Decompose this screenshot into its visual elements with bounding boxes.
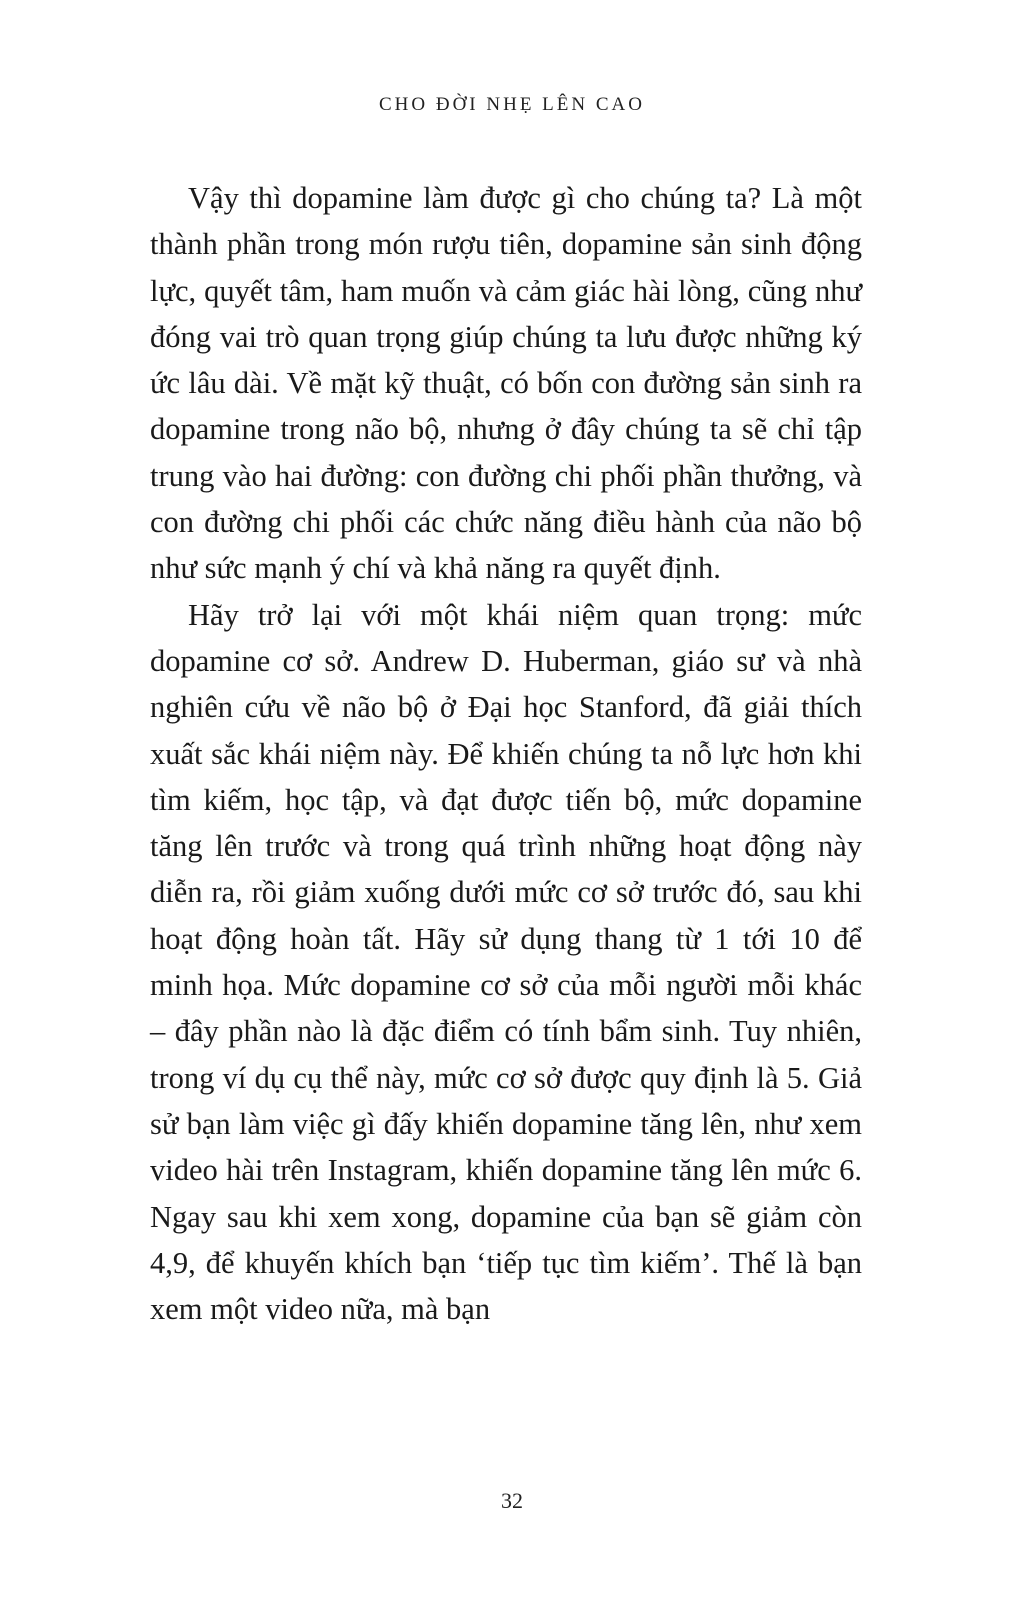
body-text bbox=[150, 175, 862, 1332]
running-header: CHO ĐỜI NHẸ LÊN CAO bbox=[379, 94, 645, 115]
paragraph-2: Hãy trở lại với một khái niệm quan trọng: mức dopamine cơ sở. Andrew D. Huberman, giáo sư và nhà nghiên cứu về não bộ ở Đại học Stanford, đã giải thích xuất sắc khái niệm này. Để khiến chúng ta nỗ lực hơn khi tìm kiếm, học tập, và đạt được tiến bộ, mức dopamine tăng lên trước và trong quá trình những hoạt động này diễn ra, rồi giảm xuống dưới mức cơ sở trước đó, sau khi hoạt động hoàn tất. Hãy sử dụng thang từ 1 tới 10 để minh họa. Mức dopamine cơ sở của mỗi người mỗi khác – đây phần nào là đặc điểm có tính bẩm sinh. Tuy nhiên, trong ví dụ cụ thể này, mức cơ sở được quy định là 5. Giả sử bạn làm việc gì đấy khiến dopamine tăng lên, như xem video hài trên Instagram, khiến dopamine tăng lên mức 6. Ngay sau khi xem xong, dopamine của bạn sẽ giảm còn 4,9, để khuyến khích bạn ‘tiếp tục tìm kiếm’. Thế là bạn xem một video nữa, mà bạn bbox=[150, 597, 862, 1327]
paragraph-1: Vậy thì dopamine làm được gì cho chúng ta? Là một thành phần trong món rượu tiên, dopamine sản sinh động lực, quyết tâm, ham muốn và cảm giác hài lòng, cũng như đóng vai trò quan trọng giúp chúng ta lưu được những ký ức lâu dài. Về mặt kỹ thuật, có bốn con đường sản sinh ra dopamine trong não bộ, nhưng ở đây chúng ta sẽ chỉ tập trung vào hai đường: con đường chi phối phần thưởng, và con đường chi phối các chức năng điều hành của não bộ như sức mạnh ý chí và khả năng ra quyết định. bbox=[150, 181, 862, 586]
page-number: 32 bbox=[501, 1488, 523, 1513]
